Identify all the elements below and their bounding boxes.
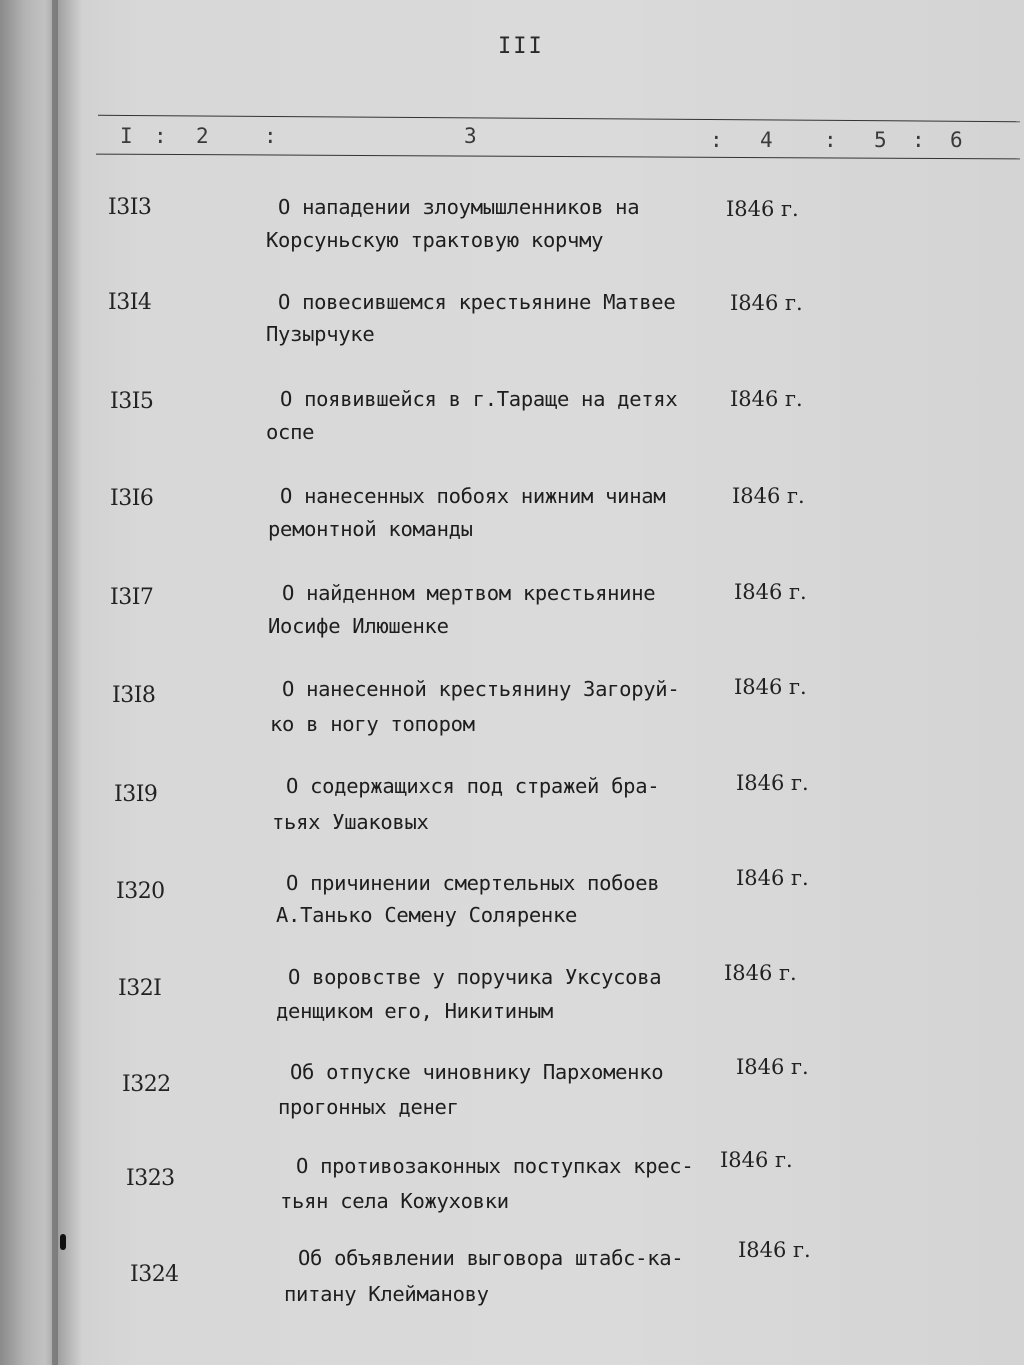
entry-number: I322 bbox=[122, 1072, 171, 1097]
entry-title-line-2: оспе bbox=[266, 420, 315, 444]
column-header-5: 5 bbox=[874, 128, 887, 152]
entry-number: I3I7 bbox=[110, 585, 154, 610]
entry-title-line-1: О противозаконных поступках крес- bbox=[296, 1154, 694, 1178]
entry-year: I846 г. bbox=[724, 961, 797, 985]
entry-title-line-2: денщиком его, Никитиным bbox=[276, 999, 553, 1023]
column-header-1: I bbox=[120, 124, 133, 148]
entry-title-line-2: тьян села Кожуховки bbox=[280, 1189, 509, 1213]
header-rule-top bbox=[98, 115, 1020, 122]
entry-year: I846 г. bbox=[726, 197, 799, 221]
entry-title-line-2: А.Танько Семену Соляренке bbox=[276, 903, 578, 927]
entry-title-line-2: Иосифе Илюшенке bbox=[268, 614, 449, 638]
entry-year: I846 г. bbox=[738, 1238, 811, 1262]
column-separator: : bbox=[710, 128, 723, 152]
entry-year: I846 г. bbox=[736, 771, 809, 795]
entry-year: I846 г. bbox=[736, 866, 809, 890]
entry-number: I323 bbox=[126, 1166, 175, 1191]
column-header-2: 2 bbox=[196, 124, 209, 148]
column-header-4: 4 bbox=[760, 128, 773, 152]
entry-title-line-2: питану Клейманову bbox=[284, 1282, 489, 1306]
entry-number: I3I3 bbox=[108, 195, 152, 220]
document-page bbox=[58, 0, 1024, 1365]
entry-title-line-1: О причинении смертельных побоев bbox=[286, 871, 660, 895]
entry-number: I3I9 bbox=[114, 782, 158, 807]
entry-title-line-1: О нанесенных побоях нижним чинам bbox=[280, 484, 666, 508]
column-separator: : bbox=[154, 124, 167, 148]
column-separator: : bbox=[824, 128, 837, 152]
entry-title-line-2: Пузырчуке bbox=[266, 322, 375, 346]
entry-year: I846 г. bbox=[734, 675, 807, 699]
entry-year: I846 г. bbox=[736, 1055, 809, 1079]
entry-title-line-1: О нападении злоумышленников на bbox=[278, 195, 640, 219]
page-number: III bbox=[498, 34, 544, 59]
entry-title-line-2: ко в ногу топором bbox=[270, 712, 475, 736]
entry-title-line-1: О воровстве у поручика Уксусова bbox=[288, 965, 662, 989]
column-separator: : bbox=[264, 124, 277, 148]
entry-title-line-1: Об отпуске чиновнику Пархоменко bbox=[290, 1060, 664, 1084]
entry-title-line-1: О содержащихся под стражей бра- bbox=[286, 774, 660, 798]
left-page-edge bbox=[0, 0, 58, 1365]
entry-number: I324 bbox=[130, 1262, 179, 1287]
entry-title-line-1: Об объявлении выговора штабс-ка- bbox=[298, 1246, 684, 1270]
entry-title-line-1: О нанесенной крестьянину Загоруй- bbox=[282, 677, 680, 701]
entry-year: I846 г. bbox=[732, 484, 805, 508]
entry-title-line-2: ремонтной команды bbox=[268, 517, 473, 541]
entry-year: I846 г. bbox=[734, 580, 807, 604]
binding-mark bbox=[60, 1234, 66, 1250]
entry-number: I3I6 bbox=[110, 486, 154, 511]
entry-title-line-2: прогонных денег bbox=[278, 1095, 459, 1119]
entry-number: I3I4 bbox=[108, 290, 152, 315]
header-rule-bottom bbox=[96, 154, 1020, 160]
entry-number: I32I bbox=[118, 976, 162, 1001]
entry-title-line-1: О найденном мертвом крестьянине bbox=[282, 581, 656, 605]
entry-number: I320 bbox=[116, 879, 165, 904]
entry-title-line-2: тьях Ушаковых bbox=[272, 810, 429, 834]
entry-number: I3I8 bbox=[112, 683, 156, 708]
column-header-3: 3 bbox=[464, 124, 477, 148]
column-header-6: 6 bbox=[950, 128, 963, 152]
entry-title-line-1: О повесившемся крестьянине Матвее bbox=[278, 290, 676, 314]
entry-title-line-1: О появившейся в г.Тараще на детях bbox=[280, 387, 678, 411]
entry-year: I846 г. bbox=[730, 291, 803, 315]
entry-year: I846 г. bbox=[730, 387, 803, 411]
entry-year: I846 г. bbox=[720, 1148, 793, 1172]
column-separator: : bbox=[912, 128, 925, 152]
entry-title-line-2: Корсуньскую трактовую корчму bbox=[266, 228, 604, 252]
entry-number: I3I5 bbox=[110, 389, 154, 414]
